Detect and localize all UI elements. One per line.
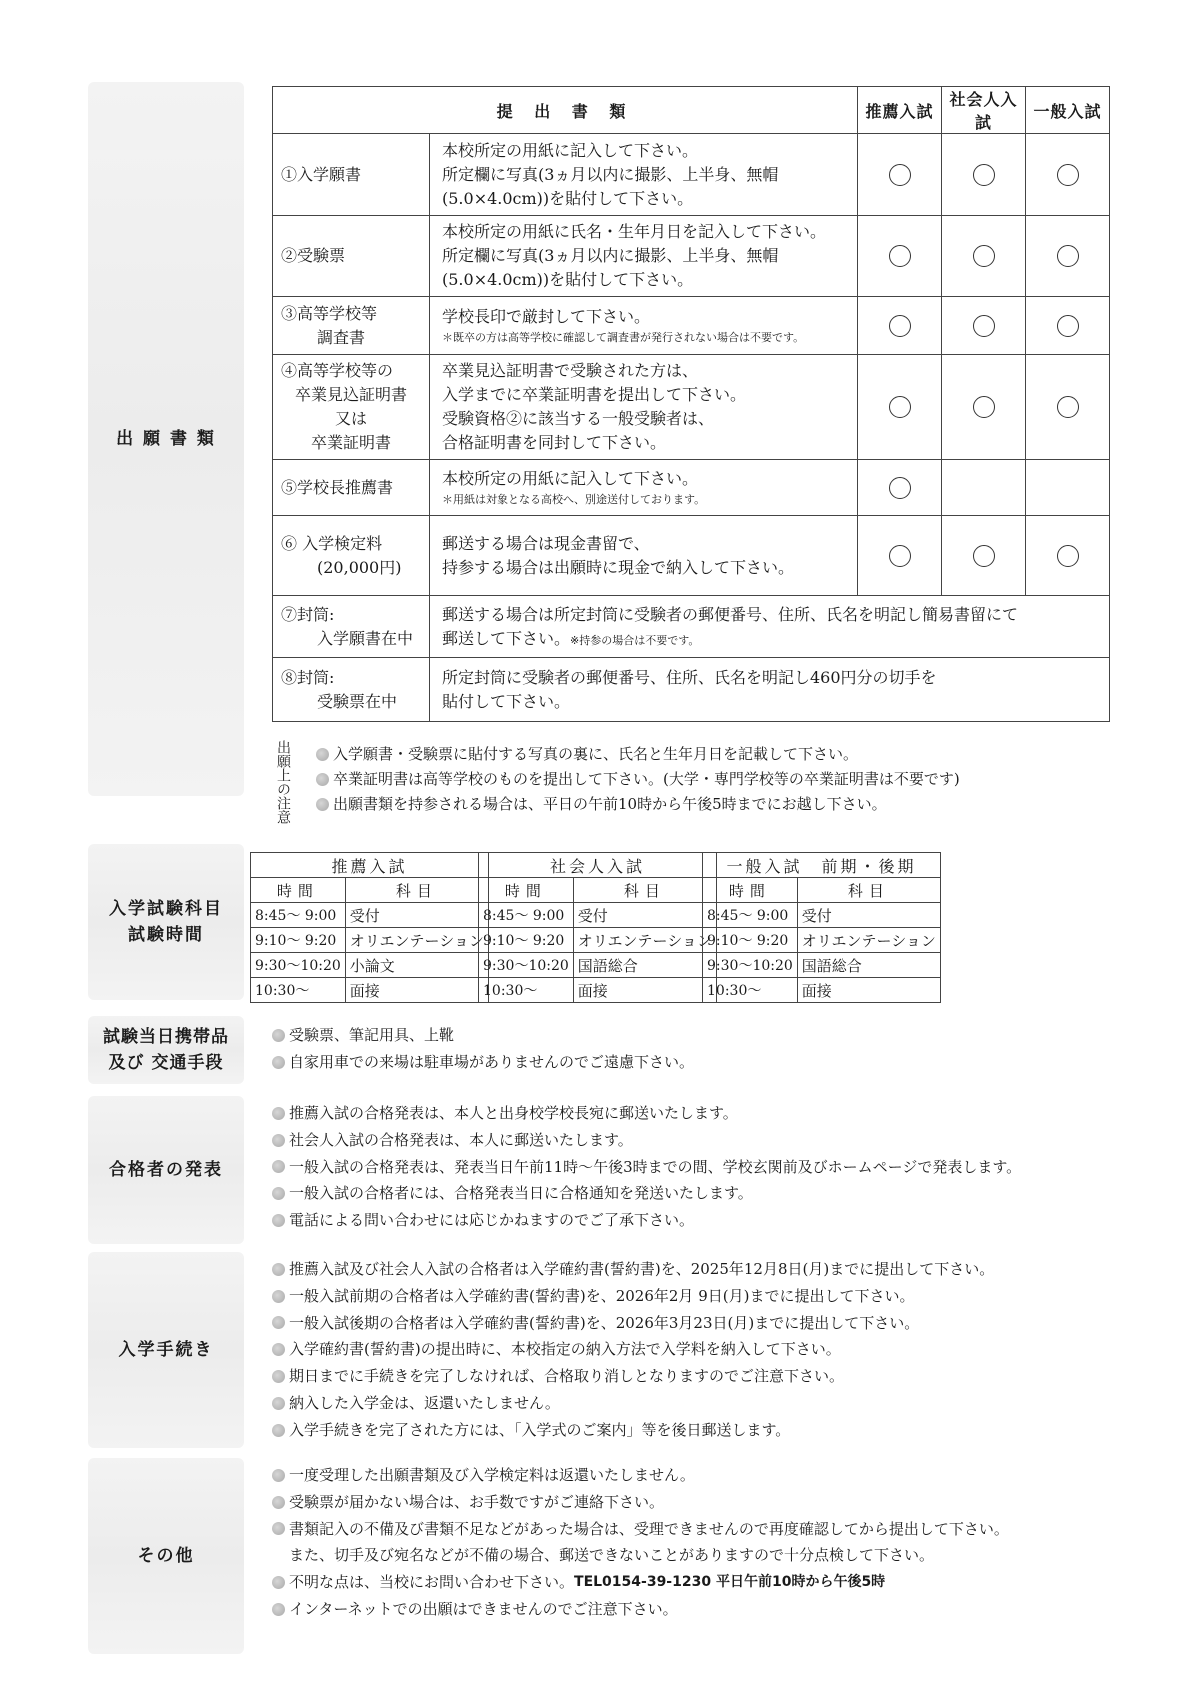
announcement-list	[272, 1100, 1021, 1234]
schedule-subject: 国語総合	[797, 953, 940, 978]
mark-adult	[942, 134, 1026, 216]
section-label-items-line1: 試験当日携帯品	[103, 1027, 229, 1047]
mark-adult	[942, 297, 1026, 355]
document-name	[273, 516, 430, 596]
schedule-subject: 面接	[797, 978, 940, 1003]
section-label-announcement-text: 合格者の発表	[109, 1160, 223, 1180]
document-description	[430, 134, 858, 216]
required-circle-icon	[973, 396, 995, 418]
description-line: 郵送する場合は現金書留で、	[442, 533, 650, 553]
notes-list	[316, 742, 960, 817]
required-circle-icon	[889, 315, 911, 337]
bullet-icon	[272, 1576, 285, 1589]
document-name-line: 調査書	[317, 327, 366, 347]
bullet-icon	[272, 1134, 285, 1147]
bullet-icon	[272, 1370, 285, 1383]
description-line: 学校長印で厳封して下さい。	[442, 306, 651, 326]
document-name-line: 入学願書在中	[317, 628, 414, 648]
required-circle-icon	[1057, 545, 1079, 567]
schedule-row	[251, 978, 489, 1003]
description-line: 持参する場合は出願時に現金で納入して下さい。	[442, 557, 795, 577]
schedule-time: 9:10～ 9:20	[703, 928, 798, 953]
note-item: 出願書類を持参される場合は、平日の午前10時から午後5時までにお越し下さい。	[316, 792, 960, 817]
description-line: 本校所定の用紙に氏名・生年月日を記入して下さい。	[442, 222, 827, 241]
mark-adult	[942, 516, 1026, 596]
schedule-subject: 面接	[345, 978, 488, 1003]
required-circle-icon	[889, 545, 911, 567]
procedures-list	[272, 1256, 994, 1444]
schedule-col-subject: 科目	[345, 878, 488, 903]
header-adult: 社会人入試	[942, 87, 1026, 134]
mark-general	[1026, 216, 1110, 297]
document-name-line: ③高等学校等	[281, 303, 378, 323]
mark-general	[1026, 516, 1110, 596]
bullet-icon	[316, 773, 329, 786]
bullet-icon	[272, 1160, 285, 1173]
schedule-row	[703, 903, 941, 928]
mark-recommend	[858, 134, 942, 216]
mark-general	[1026, 297, 1110, 355]
document-name-line: ⑧封筒:	[281, 667, 335, 687]
schedule-row	[251, 928, 489, 953]
mark-recommend	[858, 297, 942, 355]
list-item: 推薦入試及び社会人入試の合格者は入学確約書(誓約書)を、2025年12月8日(月)までに提出して下さい。	[272, 1256, 994, 1283]
schedule-time: 9:10～ 9:20	[251, 928, 346, 953]
schedule-title: 一般入試 前期・後期	[703, 853, 941, 878]
list-item: 不明な点は、当校にお問い合わせ下さい。 TEL0154-39-1230 平日午前10時から午後5時	[272, 1569, 1009, 1596]
schedule-table	[478, 852, 717, 1003]
schedule-time: 8:45～ 9:00	[479, 903, 574, 928]
section-label-items-transport	[88, 1016, 244, 1084]
bullet-icon	[272, 1056, 285, 1069]
document-name-line: 卒業見込証明書	[294, 385, 407, 404]
bullet-icon	[272, 1343, 285, 1356]
bullet-icon	[272, 1187, 285, 1200]
schedule-time: 9:30～10:20	[703, 953, 798, 978]
list-item: 期日までに手続きを完了しなければ、合格取り消しとなりますのでご注意下さい。	[272, 1363, 994, 1390]
bullet-icon	[272, 1469, 285, 1482]
documents-table-header	[273, 87, 1110, 134]
description-line: 入学までに卒業証明書を提出して下さい。	[442, 385, 747, 404]
list-item: 受験票が届かない場合は、お手数ですがご連絡下さい。	[272, 1489, 1009, 1516]
header-general: 一般入試	[1026, 87, 1110, 134]
document-name-line: ①入学願書	[281, 164, 362, 184]
section-label-procedures	[88, 1252, 244, 1448]
section-label-other	[88, 1458, 244, 1654]
header-recommend: 推薦入試	[858, 87, 942, 134]
schedule-time: 10:30～	[703, 978, 798, 1003]
description-line: 所定封筒に受験者の郵便番号、住所、氏名を明記し460円分の切手を	[442, 667, 937, 687]
bullet-icon	[272, 1214, 285, 1227]
mark-general	[1026, 355, 1110, 460]
document-name	[273, 216, 430, 297]
list-item: 納入した入学金は、返還いたしません。	[272, 1390, 994, 1417]
required-circle-icon	[1057, 315, 1079, 337]
schedule-col-subject: 科目	[573, 878, 716, 903]
mark-adult	[942, 460, 1026, 516]
document-name-line: (20,000円)	[317, 557, 402, 577]
document-row	[273, 658, 1110, 722]
document-row	[273, 596, 1110, 658]
mark-adult	[942, 216, 1026, 297]
required-circle-icon	[973, 315, 995, 337]
document-row	[273, 516, 1110, 596]
document-description	[430, 596, 1110, 658]
schedule-row	[251, 953, 489, 978]
list-item: 一般入試の合格発表は、発表当日午前11時～午後3時までの間、学校玄関前及びホームページで発表します。	[272, 1154, 1021, 1181]
mark-general	[1026, 460, 1110, 516]
schedule-subject: 面接	[573, 978, 716, 1003]
mark-adult	[942, 355, 1026, 460]
document-name-line: ⑤学校長推薦書	[281, 477, 394, 497]
section-label-exam-subjects	[88, 844, 244, 1000]
schedule-col-time: 時間	[251, 878, 346, 903]
schedule-row	[251, 903, 489, 928]
list-item: 社会人入試の合格発表は、本人に郵送いたします。	[272, 1127, 1021, 1154]
bullet-icon	[272, 1522, 285, 1535]
schedule-time: 8:45～ 9:00	[251, 903, 346, 928]
bullet-icon	[272, 1603, 285, 1616]
required-circle-icon	[1057, 245, 1079, 267]
document-name	[273, 658, 430, 722]
document-name-line: ⑥ 入学検定料	[281, 533, 383, 553]
bullet-icon	[272, 1397, 285, 1410]
document-name	[273, 596, 430, 658]
required-circle-icon	[973, 164, 995, 186]
document-description	[430, 355, 858, 460]
schedule-time: 10:30～	[251, 978, 346, 1003]
mark-general	[1026, 134, 1110, 216]
section-label-items-line2: 及び 交通手段	[108, 1053, 224, 1073]
schedule-row	[479, 978, 717, 1003]
schedule-row	[703, 978, 941, 1003]
schedule-time: 10:30～	[479, 978, 574, 1003]
schedule-row	[479, 953, 717, 978]
mark-recommend	[858, 355, 942, 460]
bullet-icon	[272, 1316, 285, 1329]
bullet-icon	[272, 1496, 285, 1509]
mark-recommend	[858, 460, 942, 516]
document-description	[430, 516, 858, 596]
required-circle-icon	[889, 245, 911, 267]
document-description	[430, 216, 858, 297]
bullet-icon	[272, 1424, 285, 1437]
list-item: 受験票、筆記用具、上靴	[272, 1022, 694, 1049]
list-item: インターネットでの出願はできませんのでご注意下さい。	[272, 1596, 1009, 1623]
document-row	[273, 297, 1110, 355]
list-item: 入学手続きを完了された方には、「入学式のご案内」等を後日郵送します。	[272, 1417, 994, 1444]
schedule-col-subject: 科目	[797, 878, 940, 903]
description-line: 郵送する場合は所定封筒に受験者の郵便番号、住所、氏名を明記し簡易書留にて	[442, 604, 1019, 624]
notes-tag: 出願上の注意	[275, 740, 291, 824]
description-line: 所定欄に写真(3ヵ月以内に撮影、上半身、無帽	[442, 246, 779, 265]
document-description	[430, 460, 858, 516]
schedule-table	[250, 852, 489, 1003]
schedule-time: 9:30～10:20	[251, 953, 346, 978]
document-row	[273, 216, 1110, 297]
list-item: 電話による問い合わせには応じかねますのでご了承下さい。	[272, 1207, 1021, 1234]
document-name	[273, 460, 430, 516]
required-circle-icon	[889, 477, 911, 499]
bullet-icon	[272, 1263, 285, 1276]
schedule-col-time: 時間	[479, 878, 574, 903]
mark-recommend	[858, 516, 942, 596]
inline-note: ※持参の場合は不要です。	[570, 633, 700, 647]
document-row	[273, 134, 1110, 216]
contact-info: TEL0154-39-1230 平日午前10時から午後5時	[574, 1574, 886, 1591]
document-name-line: ②受験票	[281, 246, 346, 265]
section-label-exam-subjects-line1: 入学試験科目	[109, 899, 223, 919]
description-line: 合格証明書を同封して下さい。	[442, 433, 667, 452]
application-notes	[272, 740, 1112, 826]
mark-recommend	[858, 216, 942, 297]
document-name-line: 卒業証明書	[310, 433, 391, 452]
bullet-icon	[316, 798, 329, 811]
required-circle-icon	[1057, 396, 1079, 418]
schedule-time: 8:45～ 9:00	[703, 903, 798, 928]
other-list	[272, 1462, 1009, 1623]
description-note: ＊既卒の方は高等学校に確認して調査書が発行されない場合は不要です。	[442, 330, 805, 344]
list-item: 書類記入の不備及び書類不足などがあった場合は、受理できませんので再度確認してから提出して下さい。	[272, 1516, 1009, 1543]
schedule-row	[703, 953, 941, 978]
section-label-exam-subjects-line2: 試験時間	[128, 925, 204, 945]
list-item: 推薦入試の合格発表は、本人と出身校学校長宛に郵送いたします。	[272, 1100, 1021, 1127]
schedule-subject: 小論文	[345, 953, 488, 978]
header-documents: 提 出 書 類	[273, 87, 858, 134]
list-item: 自家用車での来場は駐車場がありませんのでご遠慮下さい。	[272, 1049, 694, 1076]
items-transport-list	[272, 1022, 694, 1076]
description-line: 貼付して下さい。	[442, 691, 571, 711]
document-name-line: ⑦封筒:	[281, 604, 335, 624]
document-description	[430, 297, 858, 355]
required-circle-icon	[889, 164, 911, 186]
document-name-line: 又は	[334, 409, 367, 428]
schedule-title: 社会人入試	[479, 853, 717, 878]
list-item: 一度受理した出願書類及び入学検定料は返還いたしません。	[272, 1462, 1009, 1489]
description-line: 本校所定の用紙に記入して下さい。	[442, 140, 699, 160]
bullet-icon	[272, 1029, 285, 1042]
document-row	[273, 460, 1110, 516]
list-item: 一般入試後期の合格者は入学確約書(誓約書)を、2026年3月23日(月)までに提出して下さい。	[272, 1310, 994, 1337]
schedule-subject: オリエンテーション	[345, 928, 488, 953]
description-line: 所定欄に写真(3ヵ月以内に撮影、上半身、無帽	[442, 164, 779, 184]
section-label-documents	[88, 82, 244, 796]
schedule-row	[479, 928, 717, 953]
list-item: 一般入試の合格者には、合格発表当日に合格通知を発送いたします。	[272, 1180, 1021, 1207]
document-description	[430, 658, 1110, 722]
note-item: 卒業証明書は高等学校のものを提出して下さい。(大学・専門学校等の卒業証明書は不要です)	[316, 767, 960, 792]
document-name	[273, 134, 430, 216]
document-name-line: ④高等学校等の	[281, 361, 394, 380]
note-item: 入学願書・受験票に貼付する写真の裏に、氏名と生年月日を記載して下さい。	[316, 742, 960, 767]
description-line: (5.0×4.0cm))を貼付して下さい。	[442, 188, 694, 208]
schedule-subject: 国語総合	[573, 953, 716, 978]
section-label-procedures-text: 入学手続き	[118, 1340, 214, 1360]
document-name	[273, 355, 430, 460]
schedule-row	[479, 903, 717, 928]
schedule-table	[702, 852, 941, 1003]
schedule-subject: 受付	[797, 903, 940, 928]
list-item: 入学確約書(誓約書)の提出時に、本校指定の納入方法で入学料を納入して下さい。	[272, 1336, 994, 1363]
section-label-announcement	[88, 1096, 244, 1244]
required-circle-icon	[1057, 164, 1079, 186]
section-label-other-text: その他	[137, 1546, 195, 1566]
schedule-subject: オリエンテーション	[797, 928, 940, 953]
schedule-col-time: 時間	[703, 878, 798, 903]
required-circle-icon	[973, 245, 995, 267]
schedule-title: 推薦入試	[251, 853, 489, 878]
description-line: 受験資格②に該当する一般受験者は、	[442, 409, 715, 428]
required-circle-icon	[973, 545, 995, 567]
bullet-icon	[316, 748, 329, 761]
required-circle-icon	[889, 396, 911, 418]
schedule-subject: 受付	[345, 903, 488, 928]
schedule-row	[703, 928, 941, 953]
bullet-icon	[272, 1107, 285, 1120]
description-note: ＊用紙は対象となる高校へ、別途送付しております。	[442, 492, 706, 506]
description-line: 卒業見込証明書で受験された方は、	[442, 361, 699, 380]
document-name	[273, 297, 430, 355]
bullet-icon	[272, 1290, 285, 1303]
schedule-time: 9:10～ 9:20	[479, 928, 574, 953]
list-item: 一般入試前期の合格者は入学確約書(誓約書)を、2026年2月 9日(月)までに提出して下さい。	[272, 1283, 994, 1310]
section-label-documents-text: 出 願 書 類	[116, 429, 216, 449]
document-name-line: 受験票在中	[317, 691, 398, 711]
description-line: 郵送して下さい。※持参の場合は不要です。	[442, 628, 700, 648]
document-row	[273, 355, 1110, 460]
schedule-subject: 受付	[573, 903, 716, 928]
description-line: 本校所定の用紙に記入して下さい。	[442, 468, 699, 488]
documents-table	[272, 86, 1110, 722]
schedule-time: 9:30～10:20	[479, 953, 574, 978]
description-line: (5.0×4.0cm))を貼付して下さい。	[442, 270, 694, 289]
schedule-subject: オリエンテーション	[573, 928, 716, 953]
list-item-continued: また、切手及び宛名などが不備の場合、郵送できないことがありますので十分点検して下さい。	[289, 1546, 935, 1565]
